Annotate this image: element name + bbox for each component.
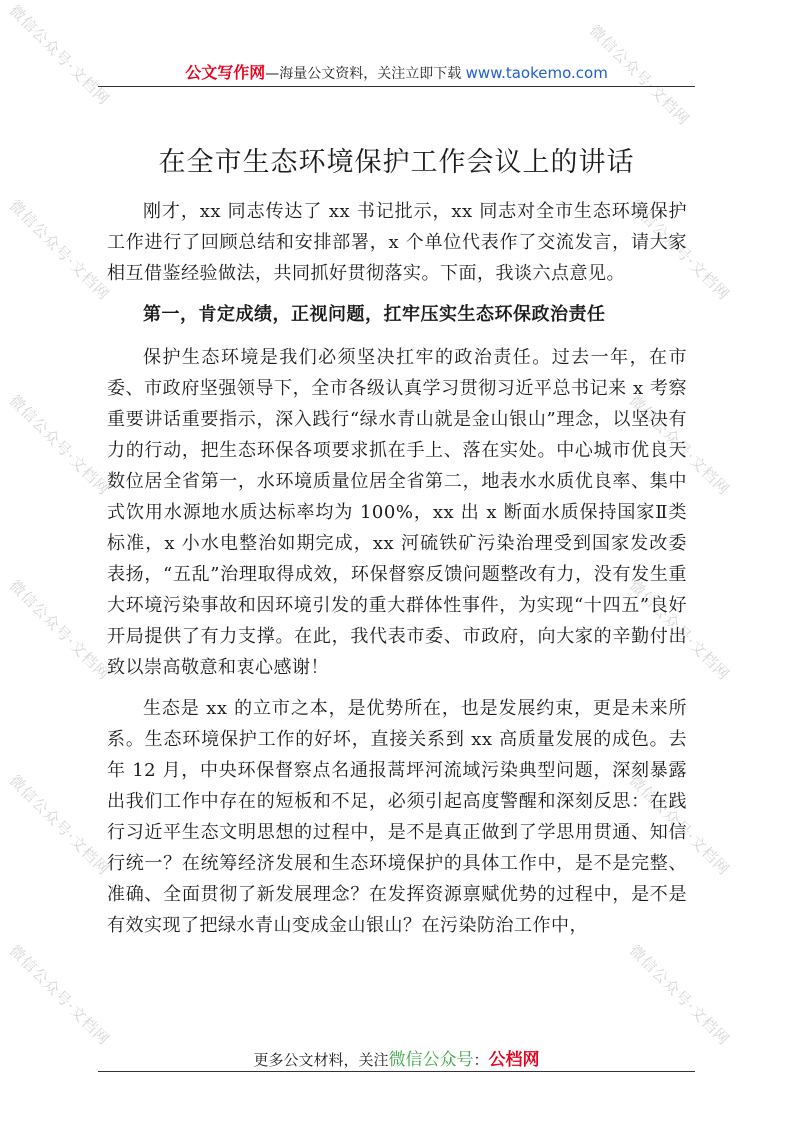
- watermark: 微信公众号·文档网: [625, 196, 734, 304]
- footer-prefix: 更多公文材料，关注: [253, 1051, 389, 1069]
- watermark: 微信公众号·文档网: [5, 391, 114, 499]
- footer-site: 公档网: [488, 1050, 540, 1070]
- watermark: 微信公众号·文档网: [625, 771, 734, 879]
- watermark: 微信公众号·文档网: [625, 941, 734, 1049]
- watermark: 微信公众号·文档网: [625, 391, 734, 499]
- watermark: 微信公众号·文档网: [5, 1, 114, 109]
- page-title: 在全市生态环境保护工作会议上的讲话: [158, 147, 635, 178]
- paragraph: 保护生态环境是我们必须坚决扛牢的政治责任。过去一年，在市委、市政府坚强领导下，全市各级认真学习贯彻习近平总书记来 x 考察重要讲话重要指示，深入践行“绿水青山就是金山银山”理念，以坚决有力的行动，把生态环保各项要求抓在手上、落在实处。中心城市优良天数位居全省第一，水环境质量位居全省第二，地表水水质优良率、集中式饮用水源地水质达标率均为 100%，xx 出 x 断面水质保持国家Ⅱ类标准，x 小水电整治如期完成，xx 河硫铁矿污染治理受到国家发改委表扬，“五乱”治理取得成效，环保督察反馈问题整改有力，没有发生重大环境污染事故和因环境引发的重大群体性事件，为实现“十四五”良好开局提供了有力支撑。在此，我代表市委、市政府，向大家的辛勤付出致以崇高敬意和衷心感谢！: [107, 347, 687, 678]
- watermark: 微信公众号·文档网: [625, 576, 734, 684]
- watermark: 微信公众号·文档网: [5, 576, 114, 684]
- watermark: 微信公众号·文档网: [585, 21, 694, 129]
- page-header: [98, 60, 695, 87]
- footer-colon: ：: [473, 1051, 489, 1069]
- header-tagline: —海量公文资料，关注立即下载: [265, 66, 462, 82]
- section-heading: 第一，肯定成绩，正视问题，扛牢压实生态环保政治责任: [143, 304, 606, 325]
- document-body: [107, 196, 687, 951]
- watermark: 微信公众号·文档网: [5, 196, 114, 304]
- header-brand: 公文写作网: [185, 63, 266, 82]
- header-link[interactable]: www.taokemo.com: [465, 64, 608, 82]
- page-footer: [98, 1045, 695, 1072]
- paragraph-intro: 刚才，xx 同志传达了 xx 书记批示，xx 同志对全市生态环境保护工作进行了回顾总结和安排部署，x 个单位代表作了交流发言，请大家相互借鉴经验做法，共同抓好贯彻落实。下面，我谈六点意见。: [107, 201, 687, 284]
- watermark: 微信公众号·文档网: [5, 771, 114, 879]
- watermark: 微信公众号·文档网: [5, 941, 114, 1049]
- paragraph: 生态是 xx 的立市之本，是优势所在，也是发展约束，更是未来所系。生态环境保护工作的好坏，直接关系到 xx 高质量发展的成色。去年 12 月，中央环保督察点名通报蒿坪河流域污染典型问题，深刻暴露出我们工作中存在的短板和不足，必须引起高度警醒和深刻反思：在践行习近平生态文明思想的过程中，是不是真正做到了学思用贯通、知信行统一？在统筹经济发展和生态环境保护的具体工作中，是不是完整、准确、全面贯彻了新发展理念？在发挥资源禀赋优势的过程中，是不是有效实现了把绿水青山变成金山银山？在污染防治工作中，: [107, 698, 687, 936]
- footer-wechat: 微信公众号: [388, 1050, 474, 1070]
